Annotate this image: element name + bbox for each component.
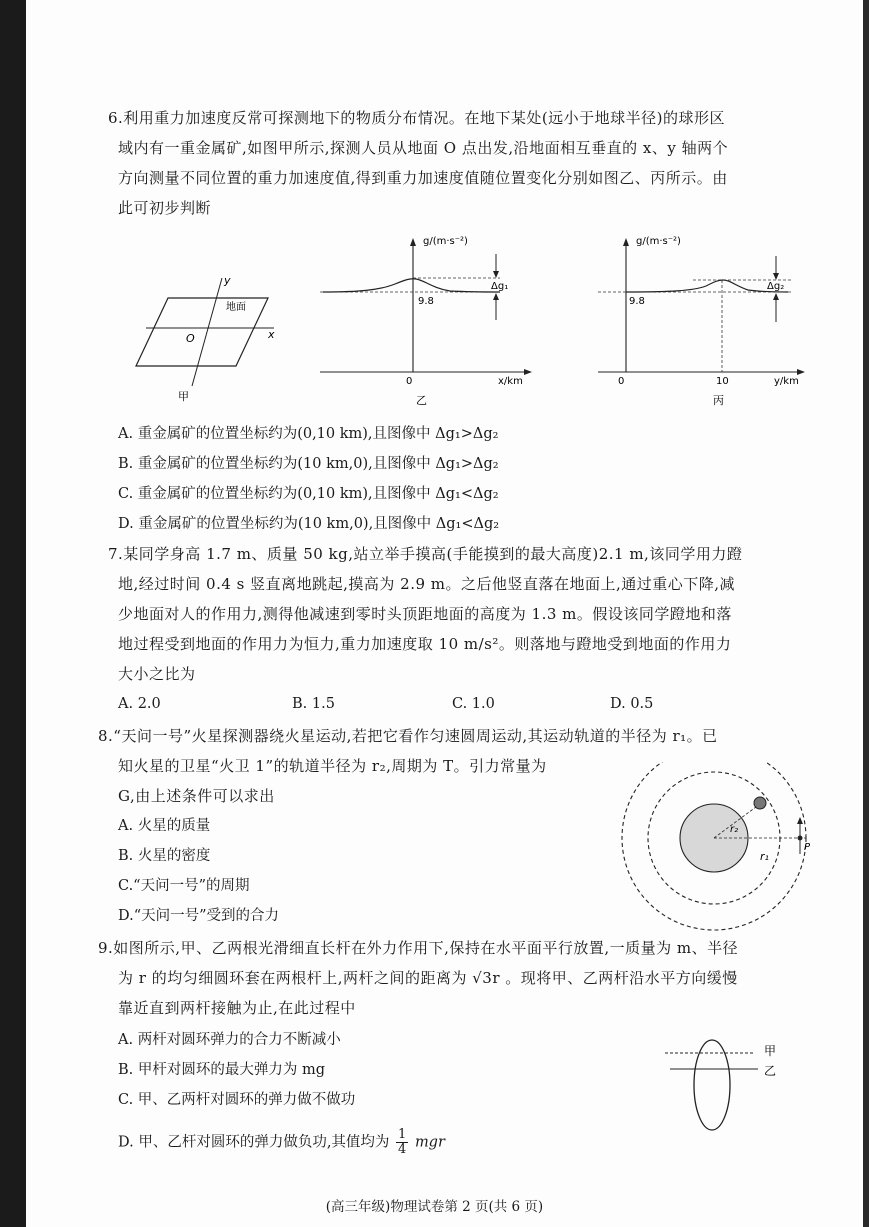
origin-label: 0 xyxy=(618,376,625,387)
q7-option-c[interactable]: C. 1.0 xyxy=(452,696,495,712)
figure-jia xyxy=(128,268,288,408)
q6-option-a[interactable]: A. 重金属矿的位置坐标约为(0,10 km),且图像中 Δg₁>Δg₂ xyxy=(118,426,499,442)
g-axis-label: g/(m·s⁻²) xyxy=(423,236,468,247)
ground-plane xyxy=(136,298,268,366)
q7-line-3: 少地面对人的作用力,测得他减速到零时头顶距地面的高度为 1.3 m。假设该同学蹬地和落 xyxy=(118,605,732,623)
g-axis-arrow xyxy=(623,238,629,246)
q7-option-d[interactable]: D. 0.5 xyxy=(610,696,654,712)
r2-label: r₂ xyxy=(730,824,739,835)
x-axis-label: x xyxy=(268,328,275,341)
q8-option-d[interactable]: D.“天问一号”受到的合力 xyxy=(118,908,280,924)
q7-line-1: 7.某同学身高 1.7 m、质量 50 kg,站立举手摸高(手能摸到的最大高度)2.1 m,该同学用力蹬 xyxy=(108,545,743,563)
g-axis-label: g/(m·s⁻²) xyxy=(636,236,681,247)
origin-label: 0 xyxy=(406,376,413,387)
delta-g2-label: Δg₂ xyxy=(767,281,785,292)
tick-10: 10 xyxy=(716,376,729,387)
rod-jia-label: 甲 xyxy=(764,1044,777,1058)
q9-line-2: 为 r 的均匀细圆环套在两根杆上,两杆之间的距离为 √3r 。现将甲、乙两杆沿水平方向缓慢 xyxy=(118,969,738,987)
rod-yi-label: 乙 xyxy=(764,1064,777,1078)
value-9-8: 9.8 xyxy=(629,296,645,307)
y-axis-label: y/km xyxy=(774,376,799,387)
gravity-curve xyxy=(323,279,500,292)
figure-orbits xyxy=(620,762,820,952)
scan-right-edge xyxy=(863,0,869,1227)
q6-option-c[interactable]: C. 重金属矿的位置坐标约为(0,10 km),且图像中 Δg₁<Δg₂ xyxy=(118,486,499,502)
q9-option-b[interactable]: B. 甲杆对圆环的最大弹力为 mg xyxy=(118,1062,326,1078)
g-axis-arrow xyxy=(410,238,416,246)
q7-line-4: 地过程受到地面的作用力为恒力,重力加速度取 10 m/s²。则落地与蹬地受到地面的作用力 xyxy=(118,635,732,653)
q6-line-4: 此可初步判断 xyxy=(118,199,212,217)
origin-label: O xyxy=(186,332,195,345)
figure-bing xyxy=(598,232,813,410)
y-axis-arrow xyxy=(797,369,805,375)
q6-line-2: 域内有一重金属矿,如图甲所示,探测人员从地面 O 点出发,沿地面相互垂直的 x、y 轴两个 xyxy=(118,139,729,157)
y-axis xyxy=(192,278,222,386)
x-axis-arrow xyxy=(524,369,532,375)
q8-line-1: 8.“天问一号”火星探测器绕火星运动,若把它看作匀速圆周运动,其运动轨道的半径为 r₁。已 xyxy=(98,727,718,745)
q7-line-2: 地,经过时间 0.4 s 竖直离地跳起,摸高为 2.9 m。之后他竖直落在地面上,通过重心下降,减 xyxy=(118,575,736,593)
q8-option-b[interactable]: B. 火星的密度 xyxy=(118,848,211,864)
r1-label: r₁ xyxy=(760,850,769,863)
q7-option-b[interactable]: B. 1.5 xyxy=(292,696,335,712)
q9-line-1: 9.如图所示,甲、乙两根光滑细直长杆在外力作用下,保持在水平面平行放置,一质量为 m、半径 xyxy=(98,939,739,957)
q8-line-2: 知火星的卫星“火卫 1”的轨道半径为 r₂,周期为 T。引力常量为 xyxy=(118,757,547,775)
q9-line-3: 靠近直到两杆接触为止,在此过程中 xyxy=(118,999,356,1017)
scan-left-edge xyxy=(0,0,26,1227)
q9-option-d-text: D. 甲、乙杆对圆环的弹力做负功,其值均为 xyxy=(118,1134,390,1151)
q6-line-3: 方向测量不同位置的重力加速度值,得到重力加速度值随位置变化分别如图乙、丙所示。由 xyxy=(118,169,728,187)
q7-option-a[interactable]: A. 2.0 xyxy=(118,696,161,712)
point-p xyxy=(798,836,803,841)
q8-option-a[interactable]: A. 火星的质量 xyxy=(118,818,211,834)
value-9-8: 9.8 xyxy=(418,296,434,307)
q7-line-5: 大小之比为 xyxy=(118,665,196,683)
q8-option-c[interactable]: C.“天问一号”的周期 xyxy=(118,878,250,894)
arrow-down xyxy=(773,273,779,280)
q9-option-c[interactable]: C. 甲、乙两杆对圆环的弹力做不做功 xyxy=(118,1092,356,1108)
arrow-up xyxy=(493,293,499,300)
figure-yi xyxy=(320,232,535,410)
fraction-one-quarter: $\frac{1}{4}$ xyxy=(398,1127,407,1157)
satellite-dot xyxy=(754,797,766,809)
y-axis-label: y xyxy=(224,274,231,287)
q9-option-a[interactable]: A. 两杆对圆环弹力的合力不断减小 xyxy=(118,1032,341,1048)
delta-g1-label: Δg₁ xyxy=(491,281,509,292)
surface-label: 地面 xyxy=(226,302,246,313)
figure-ring-rods xyxy=(660,1035,790,1135)
q9-option-d[interactable] xyxy=(118,1128,445,1157)
figure-caption: 乙 xyxy=(416,394,427,407)
gravity-curve xyxy=(626,280,788,292)
q9-option-d-unit: mgr xyxy=(414,1134,445,1151)
x-axis-label: x/km xyxy=(498,376,523,387)
q6-option-b[interactable]: B. 重金属矿的位置坐标约为(10 km,0),且图像中 Δg₁>Δg₂ xyxy=(118,456,499,472)
figure-caption: 丙 xyxy=(713,394,724,407)
q6-line-1: 6.利用重力加速度反常可探测地下的物质分布情况。在地下某处(远小于地球半径)的球形区 xyxy=(108,109,726,127)
q6-option-d[interactable]: D. 重金属矿的位置坐标约为(10 km,0),且图像中 Δg₁<Δg₂ xyxy=(118,516,500,532)
arrow-up xyxy=(773,293,779,300)
q8-line-3: G,由上述条件可以求出 xyxy=(118,787,275,805)
page-footer: (高三年级)物理试卷第 2 页(共 6 页) xyxy=(325,1199,544,1215)
arrow-down xyxy=(493,271,499,278)
figure-caption: 甲 xyxy=(178,390,189,403)
p-label: P xyxy=(804,842,811,853)
